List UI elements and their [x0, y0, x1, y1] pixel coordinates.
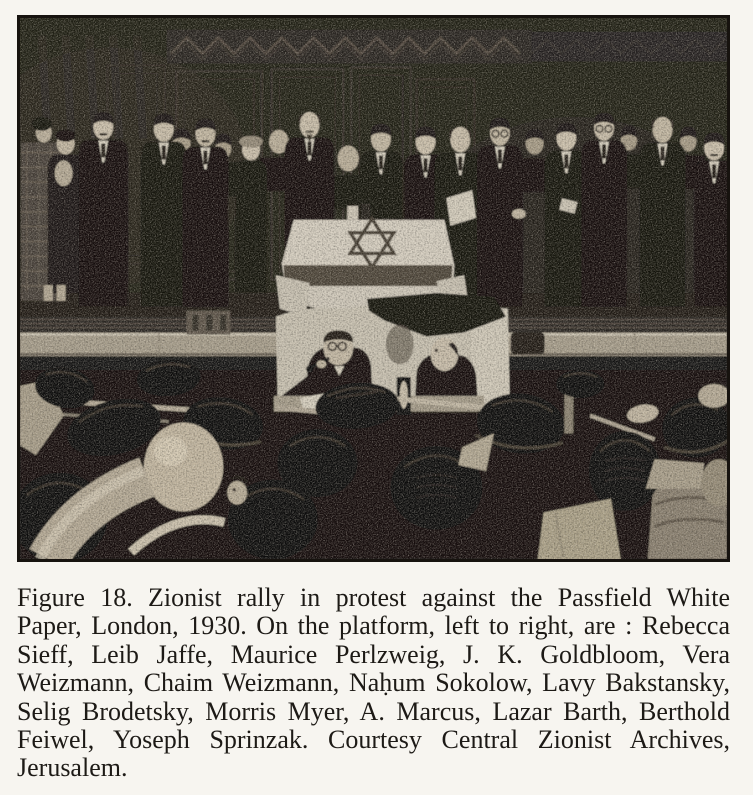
figure-caption — [17, 584, 730, 783]
caption-line: Jerusalem. — [17, 753, 128, 783]
caption-line: Selig Brodetsky, Morris Myer, A. Marcus, Lazar Barth, Berthold — [17, 696, 730, 726]
photograph-svg — [20, 18, 727, 559]
caption-line: Sieff, Leib Jaffe, Maurice Perlzweig, J. K. Goldbloom, Vera — [17, 639, 730, 669]
caption-line: Feiwel, Yoseph Sprinzak. Courtesy Central Zionist Archives, — [17, 725, 730, 755]
caption-line: Paper, London, 1930. On the platform, left to right, are : Rebecca — [17, 611, 730, 641]
film-grain-dark-overlay — [20, 18, 727, 559]
rally-photograph — [17, 15, 730, 562]
caption-line: Figure 18. Zionist rally in protest against the Passfield White — [17, 583, 730, 612]
caption-line: Weizmann, Chaim Weizmann, Naḥum Sokolow, Lavy Bakstansky, — [17, 668, 730, 698]
